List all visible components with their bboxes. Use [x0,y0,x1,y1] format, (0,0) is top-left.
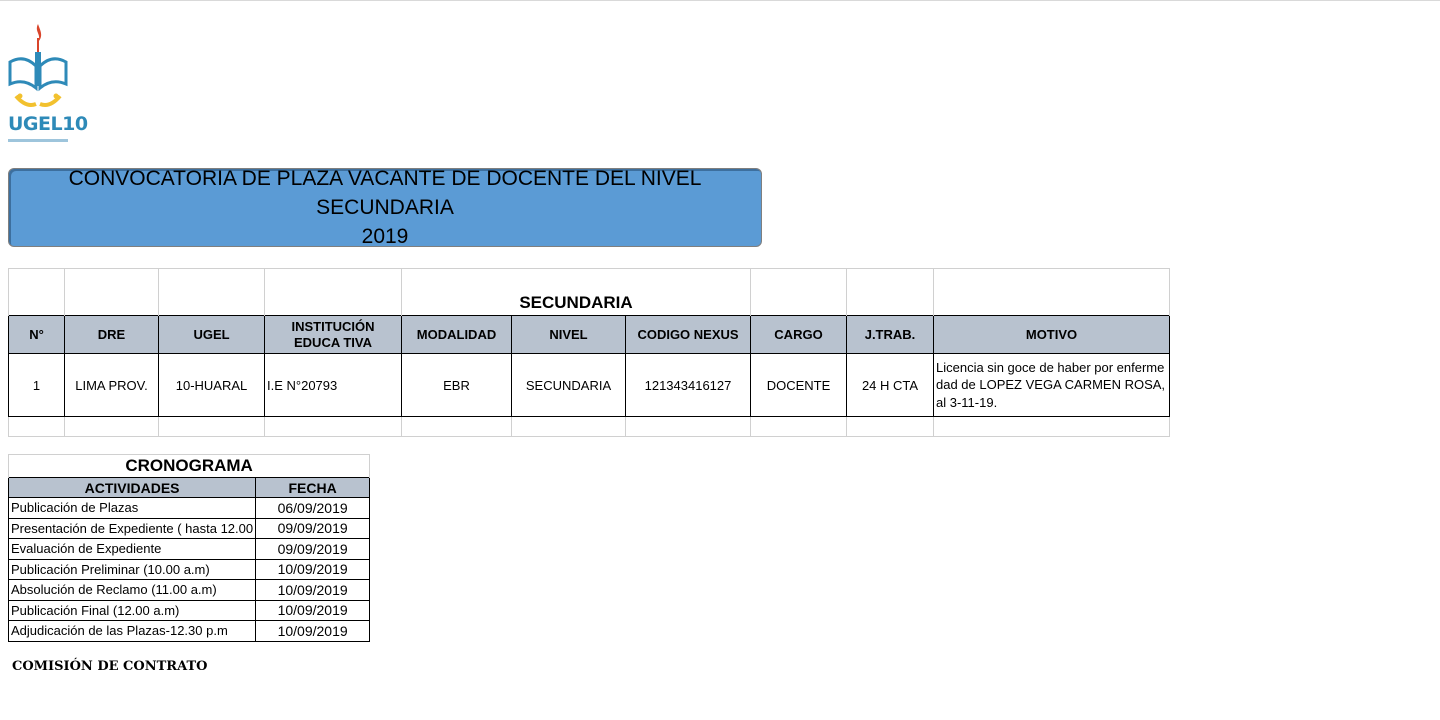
cell-modalidad: EBR [402,354,512,417]
section-title: SECUNDARIA [402,269,751,316]
section-row [9,269,1170,316]
cronograma-row [9,559,370,580]
title-line-1: CONVOCATORIA DE PLAZA VACANTE DE DOCENTE DEL NIVEL SECUNDARIA [68,167,702,219]
header-cell: J.TRAB. [847,316,934,354]
fecha: 09/09/2019 [256,518,370,539]
header-cell: NIVEL [512,316,626,354]
comision-signature: COMISIÓN DE CONTRATO [12,659,208,674]
header-cell: DRE [65,316,159,354]
cronograma-row [9,600,370,621]
actividad: Absolución de Reclamo (11.00 a.m) [9,580,256,601]
ugel-logo [6,22,88,148]
cell-motivo: Licencia sin goce de haber por enfermedad de LOPEZ VEGA CARMEN ROSA, al 3-11-19. [934,354,1170,417]
cronograma-title: CRONOGRAMA [9,455,370,478]
title-banner [8,168,762,247]
cronograma-row [9,621,370,642]
actividad: Publicación de Plazas [9,498,256,519]
fecha: 10/09/2019 [256,559,370,580]
actividad: Publicación Preliminar (10.00 a.m) [9,559,256,580]
plaza-table [8,268,1170,437]
cronograma-table [8,454,370,642]
cronograma-row [9,539,370,560]
cell-institucion: I.E N°20793 [265,354,402,417]
actividad: Presentación de Expediente ( hasta 12.00 [9,518,256,539]
top-border [0,0,1440,1]
fecha: 10/09/2019 [256,580,370,601]
header-cell: CODIGO NEXUS [626,316,751,354]
cell-jornada: 24 H CTA [847,354,934,417]
table-row [9,354,1170,417]
fecha: 10/09/2019 [256,621,370,642]
cronograma-row [9,518,370,539]
header-cell: UGEL [159,316,265,354]
actividad: Publicación Final (12.00 a.m) [9,600,256,621]
cronograma-row [9,580,370,601]
actividad: Adjudicación de las Plazas-12.30 p.m [9,621,256,642]
header-cell: INSTITUCIÓN EDUCA TIVA [265,316,402,354]
fecha: 09/09/2019 [256,539,370,560]
logo-wordmark: UGEL10 [8,113,88,135]
empty-row [9,417,1170,437]
fecha: 06/09/2019 [256,498,370,519]
header-cell: CARGO [751,316,847,354]
cronograma-header-row [9,478,370,498]
header-cell: N° [9,316,65,354]
logo-subtitle-line [8,139,68,142]
cell-dre: LIMA PROV. [65,354,159,417]
cell-numero: 1 [9,354,65,417]
header-row [9,316,1170,354]
cell-codigo-nexus: 121343416127 [626,354,751,417]
header-cell: MODALIDAD [402,316,512,354]
header-actividades: ACTIVIDADES [9,478,256,498]
fecha: 10/09/2019 [256,600,370,621]
actividad: Evaluación de Expediente [9,539,256,560]
cell-cargo: DOCENTE [751,354,847,417]
cell-nivel: SECUNDARIA [512,354,626,417]
cell-ugel: 10-HUARAL [159,354,265,417]
cronograma-row [9,498,370,519]
header-cell: MOTIVO [934,316,1170,354]
header-fecha: FECHA [256,478,370,498]
book-torch-icon [6,22,70,118]
title-line-2: 2019 [361,225,409,248]
